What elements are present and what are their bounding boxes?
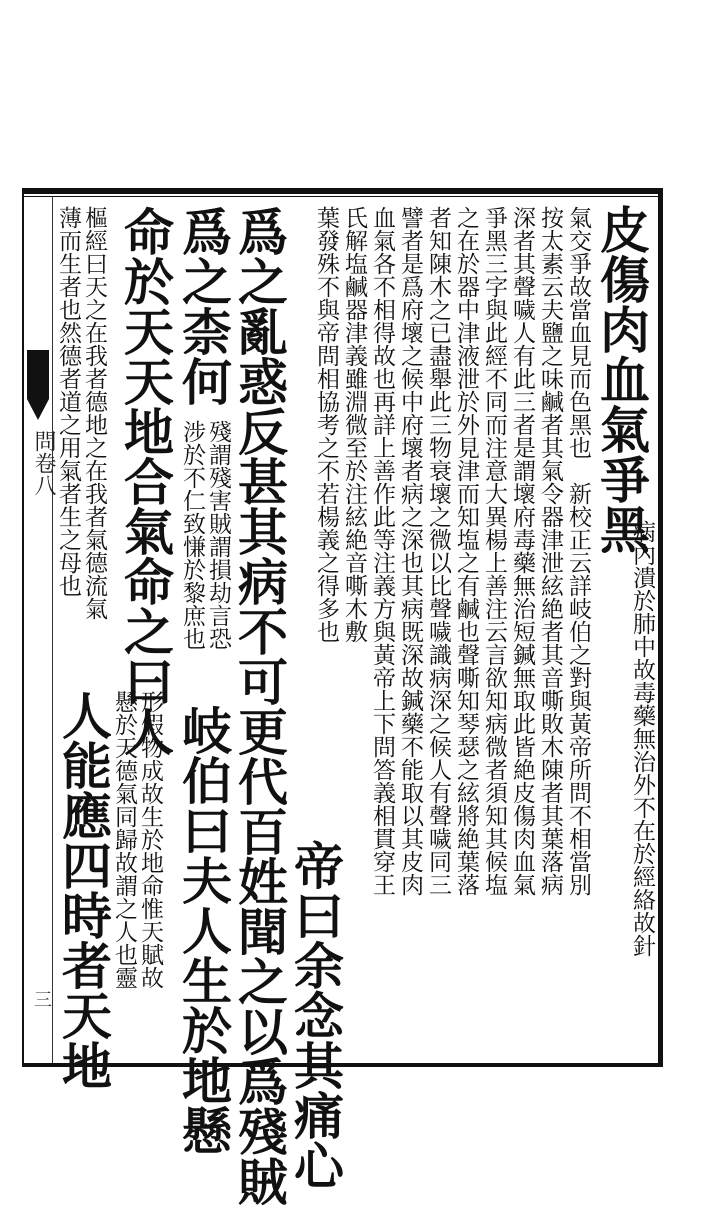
frame-right-border bbox=[658, 188, 663, 1067]
text-column-small: 葉發殊不與帝問相協考之不若楊義之得多也 bbox=[313, 206, 339, 643]
text-column-small: 者知陳木之已盡舉此三物衰壞之微以比聲噦識病深之候人有聲噦同三 bbox=[425, 206, 451, 896]
text-column-small: 之在於器中津液泄於外見津而知塩之有鹹也聲嘶知琴瑟之絃將絶葉落 bbox=[453, 206, 479, 896]
text-column-small: 氏解塩鹹器津義雖淵微至於注絃絶音嘶木敷 bbox=[341, 206, 367, 643]
text-column-small: 形假物成故生於地命惟天賦故 bbox=[137, 690, 163, 989]
frame-left-border bbox=[22, 188, 24, 1067]
text-column-small: 血氣各不相得故也再詳上善作此等注義方與黃帝上下問答義相貫穿王 bbox=[369, 206, 395, 896]
text-column-large: 岐伯曰夫人生於地懸 bbox=[174, 705, 233, 1155]
fish-tail-mark-icon bbox=[27, 350, 49, 420]
text-column-large: 帝曰余念其痛心 bbox=[286, 840, 345, 1190]
text-column-small: 爭黑三字與此經不同而注意大異楊上善注云言欲知病微者須知其候塩 bbox=[481, 206, 507, 896]
text-column-large: 人能應四時者天地 bbox=[54, 690, 113, 1090]
gutter-title: 問卷八 bbox=[31, 430, 56, 496]
text-column-small: 氣交爭故當血見而色黑也 新校正云詳岐伯之對與黃帝所問不相當別 bbox=[565, 206, 591, 896]
text-column-large: 皮傷肉血氣爭黑 bbox=[592, 204, 651, 554]
text-column-small: 樞經曰天之在我者德地之在我者氣德流氣 bbox=[81, 206, 107, 620]
frame-top-border bbox=[22, 188, 662, 194]
text-column-small: 病内潰於肺中故毒藥無治外不在於經絡故針 bbox=[629, 520, 655, 957]
gutter-page-number: 三 bbox=[31, 990, 52, 1008]
text-column-small: 按太素云夫鹽之味鹹者其氣令器津泄絃絶者其音嘶敗木陳者其葉落病 bbox=[537, 206, 563, 896]
text-column-large: 命於天天地合氣命之曰人 bbox=[116, 206, 175, 756]
text-column-small: 薄而生者也然德者道之用氣者生之母也 bbox=[55, 206, 81, 597]
text-column-large: 爲之亂惑反甚其病不可更代百姓聞之以爲殘賊 bbox=[230, 206, 289, 1206]
text-column-small: 譬者是爲府壞之候中府壞者病之深也其病既深故鍼藥不能取以其皮肉 bbox=[397, 206, 423, 896]
text-column-large: 爲之柰何 bbox=[174, 206, 233, 406]
frame-top-inner-line bbox=[22, 196, 662, 197]
text-column-small: 懸於天德氣同歸故謂之人也靈 bbox=[111, 690, 137, 989]
text-column-small: 涉於不仁致慊於黎庶也 bbox=[179, 420, 205, 650]
text-column-small: 殘謂殘害賊謂損劫言恐 bbox=[205, 420, 231, 650]
gutter-divider bbox=[52, 196, 53, 1063]
text-column-small: 深者其聲噦人有此三者是謂壞府毒藥無治短鍼無取此皆絶皮傷肉血氣 bbox=[509, 206, 535, 896]
